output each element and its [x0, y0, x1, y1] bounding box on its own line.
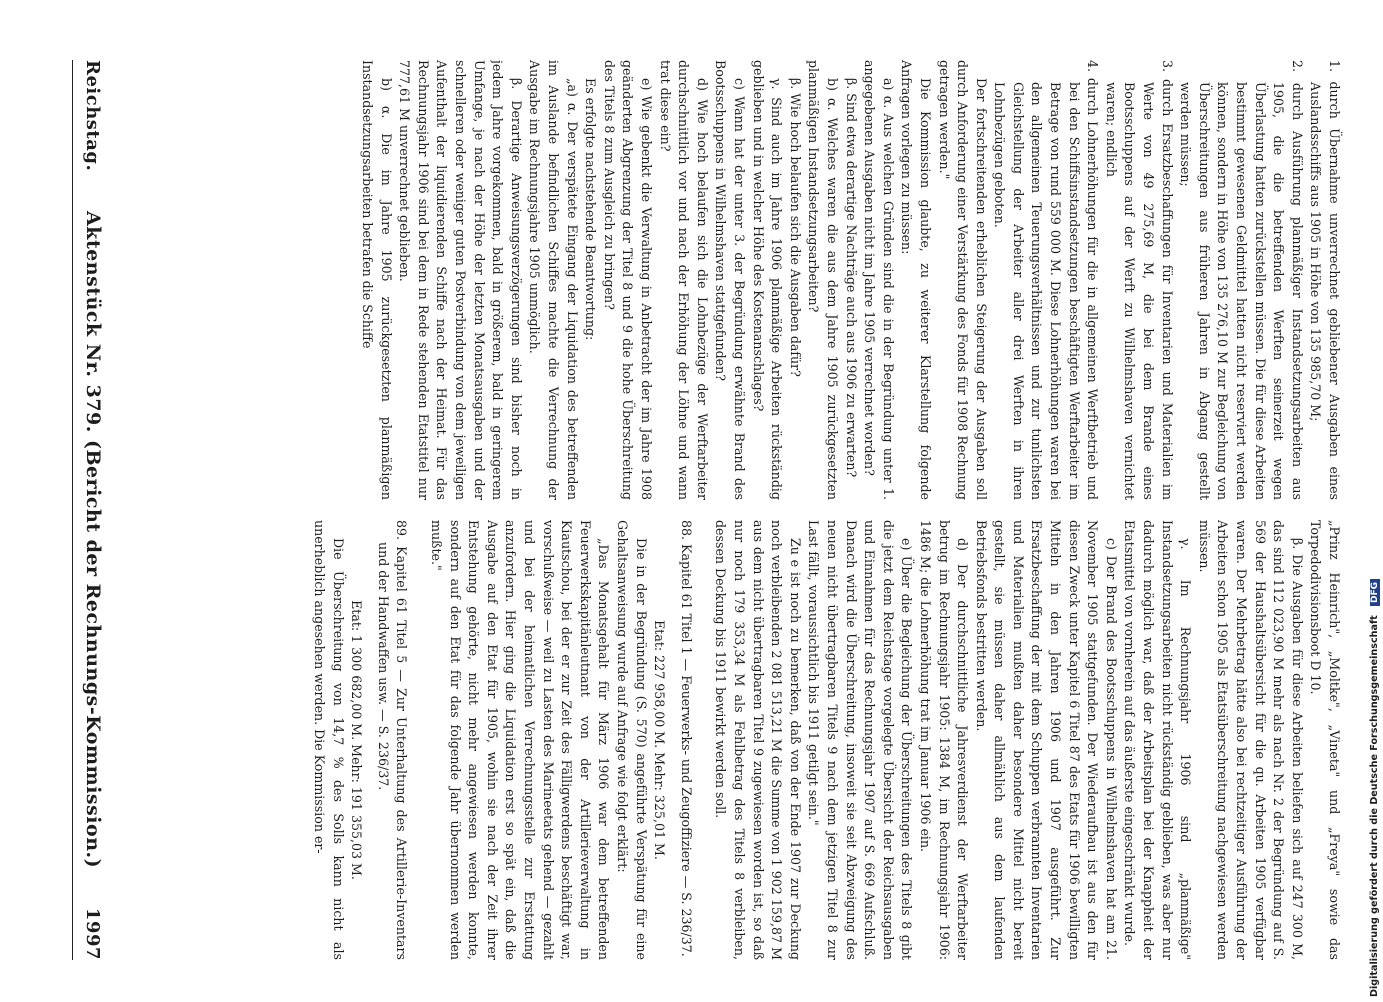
- section-heading: 88. Kapitel 61 Titel 1 — Feuerwerks- und Zeugoffiziere — S. 236/37.: [678, 520, 694, 957]
- paragraph: Zu e ist noch zu bemerken, daß von der Ende 1907 zur Deckung noch verbleibenden 2 081 513,21 M die Summe von 1 902 159,87 M aus dem nicht übertragbaren Titel 9 zugewiesen worden ist, so daß nur noch 179 353,34 M als Fehlbetrag des Titels 8 verbleiben, dessen Deckung bis 1911 bewirkt werden soll.: [713, 520, 803, 960]
- paragraph: d) Der durchschnittliche Jahresverdienst der Werftarbeiter betrug im Rechnungsjahr 1905: 1384 M, im Rechnungsjahr 1906: 1486 M; die Lohnerhöhung trat im Januar 1906 ein.: [917, 520, 971, 960]
- paragraph: Die Kommission glaubte, zu weiterer Klarstellung folgende Anfragen vorlegen zu müssen:: [899, 60, 933, 500]
- budget-line: Etat: 1 300 682,00 M. Mehr: 191 355,03 M.: [349, 600, 365, 880]
- paragraph: b) α. Die im Jahre 1905 zurückgesetzten planmäßigen Instandsetzungsarbeiten betrafen die Schiffe: [360, 60, 394, 500]
- page-number: 1997: [82, 907, 104, 960]
- paragraph: „a) α. Der verspätete Eingang der Liquidation des betreffenden im Auslande befindlichen Schiffes machte die Verrechnung der Ausgabe im Rechnungsjahre 1905 unmöglich.: [527, 60, 580, 500]
- paragraph: „Das Monatsgehalt für März 1906 war dem betreffenden Feuerwerkskapitänleutnant von der Artillerieverwaltung in Kiautschou, bei der er zur Zeit des Fälligwerdens beschäftigt war, vorschußweise — weil zu Lasten des Marineetats gehend — gezahlt und bei der heimatlichen Verrechnungsstelle zur Erstattung anzufordern. Hier ging die Liquidation erst so spät ein, daß die Ausgabe auf den Etat für 1905, wohin sie nach der Zeit ihrer Entstehung gehörte, nicht mehr angewiesen werden konnte, sondern auf den Etat für das folgende Jahr übernommen werden mußte.": [429, 520, 612, 960]
- paragraph: Der fortschreitenden erheblichen Steigerung der Ausgaben soll durch Anforderung einer Verstärkung des Fonds für 1908 Rechnung getragen werden.": [936, 60, 989, 500]
- header-left: Reichstag.: [82, 60, 104, 172]
- paragraph: 1. durch Übernahme unverrechnet gebliebener Ausgaben eines Auslandsschiffs aus 1905 in Höhe von 135 985,70 M;: [1308, 60, 1342, 500]
- paragraph: „Prinz Heinrich", „Moltke", „Vineta" und „Freya" sowie das Torpedodivisionsboot D 10.: [1308, 520, 1342, 960]
- left-column: [128, 60, 1343, 500]
- paragraph: 2. durch Ausführung planmäßiger Instandsetzungsarbeiten aus 1905, die die betreffenden Werften seinerzeit wegen Überlastung hatten zurückstellen müssen. Die für diese Arbeiten bestimmt gewesenen Geldmittel hatten nicht reserviert werden können, sondern in Höhe von 135 276,10 M zur Begleichung von Überschreitungen aus früheren Jahren in Abgang gestellt werden müssen;: [1178, 60, 1305, 500]
- paragraph: β. Derartige Anweisungsverzögerungen sind bisher noch in jedem Jahre vorgekommen, bald in größerem, bald in geringerem Umfange, je nach der Höhe der letzten Monatsausgaben und der schnelleren oder weniger guten Postverbindung von dem jeweiligen Aufenthalt der liquidierenden Schiffe nach der Heimat. Für das Rechnungsjahr 1906 sind bei dem in Rede stehenden Etatstitel nur 777,61 M unverrechnet geblieben.: [397, 60, 524, 500]
- paragraph: β. Sind etwa derartige Nachträge auch aus 1906 zu erwarten?: [843, 78, 859, 478]
- dfg-badge: DFG: [1370, 579, 1380, 606]
- paragraph: γ. Im Rechnungsjahr 1906 sind „planmäßige" Instandsetzungsarbeiten nicht rückständig geblieben, was aber nur dadurch möglich war, daß der Arbeitsplan bei der Knappheit der Etatsmittel von vornherein auf das äußerste eingeschränkt wurde.: [1122, 520, 1194, 960]
- paragraph: e) Über die Begleichung der Überschreitungen des Titels 8 gibt die jetzt dem Reichstage vorgelegte Übersicht der Reichsausgaben und Einnahmen für das Rechnungsjahr 1907 auf S. 669 Aufschluß. Danach wird die Überschreitung, insoweit sie seit Abzweigung des neuen nicht übertragbaren Titels 9 nach dem jetzigen Titel 8 zur Last fällt, voraussichtlich bis 1911 getilgt sein.": [806, 520, 915, 960]
- paragraph: 3. durch Ersatzbeschaffungen für Inventarien und Materialien im Werte von 49 275,69 M, die bei dem Brande eines Bootsschuppens auf der Werft zu Wilhelmshaven vernichtet waren; endlich: [1103, 60, 1175, 500]
- right-column: [128, 520, 1343, 960]
- paragraph: β. Wie hoch belaufen sich die Ausgaben dafür?: [787, 78, 803, 377]
- paragraph: β. Die Ausgaben für diese Arbeiten beliefen sich auf 247 300 M, das sind 112 023,90 M mehr als nach Nr. 2 der Begründung auf S. 569 der Haushaltsübersicht für die qu. Arbeiten 1905 verfügbar waren. Der Mehrbetrag hätte also bei rechtzeitiger Ausführung der Arbeiten schon 1905 als Etatsüberschreitung nachgewiesen werden müssen.: [1196, 520, 1305, 960]
- credit-text: Digitalisierung gefördert durch die Deutsche Forschungsgemeinschaft: [1369, 615, 1380, 997]
- paragraph: e) Wie gebenkt die Verwaltung in Anbetracht der im Jahre 1908 geänderten Abgrenzung der Titel 8 und 9 die hohe Überschreitung des Titels 8 zum Ausgleich zu bringen?: [601, 60, 655, 500]
- paragraph: 4. durch Lohnerhöhungen für die in allgemeinen Werftbetrieb und bei den Schiffsinstandsetzungen beschäftigten Werftarbeiter im Betrage von rund 559 000 M. Diese Lohnerhöhungen waren bei den allgemeinen Teuerungsverhältnissen und zur tunlichsten Gleichstellung der Arbeiter aller drei Werften in ihren Lohnbezügen geboten.: [992, 60, 1101, 500]
- paragraph: c) Der Brand des Bootsschuppens in Wilhelmshaven hat am 21. November 1905 stattgefunden. Der Wiederaufbau ist aus den für diesen Zweck unter Kapitel 6 Titel 87 des Etats für 1906 bewilligten Mitteln in den Jahren 1906 und 1907 ausgeführt. Zur Ersatzbeschaffung der mit dem Schuppen verbrannten Inventarien und Materialien mußten daher besondere Mittel nicht bereit gestellt, sie müssen daher allmählich aus dem laufenden Betriebsfonds bestritten werden.: [973, 520, 1119, 960]
- paragraph: γ. Sind auch im Jahre 1906 planmäßige Arbeiten rückständig geblieben und in welcher Höhe des Kostenanschlages?: [750, 60, 785, 500]
- budget-line: Etat: 227 958,00 M. Mehr: 325,01 M.: [652, 620, 668, 860]
- paragraph: Es erfolgte nachstehende Beantwortung:: [583, 78, 599, 341]
- paragraph: a) α. Aus welchen Gründen sind die in der Begründung unter 1. angegebenen Ausgaben nicht im Jahre 1905 verrechnet worden?: [862, 60, 896, 500]
- page-header: [72, 60, 113, 960]
- paragraph: b) α. Welches waren die aus dem Jahre 1905 zurückgesetzten planmäßigen Instandsetzungsarbeiten?: [806, 60, 840, 500]
- paragraph: d) Wie hoch belaufen sich die Lohnbezüge der Werftarbeiter durchschnittlich vor und nach der Erhöhung der Löhne und wann trat diese ein?: [657, 60, 710, 500]
- header-title: Aktenstück Nr. 379. (Bericht der Rechnungs-Kommission.): [82, 211, 104, 869]
- digitization-credit: [1366, 2, 1383, 1002]
- paragraph: Die in der Begründung (S. 570) angeführte Verspätung für eine Gehaltsanweisung wurde auf Anfrage wie folgt erklärt:: [615, 520, 649, 960]
- paragraph: Die Überschreitung von 14,7 % des Solls kann nicht als unerheblich angesehen werden. Die Kommission er-: [312, 520, 346, 960]
- paragraph: c) Wann hat der unter 3. der Begründung erwähnte Brand des Bootsschuppens in Wilhelmshaven stattgefunden?: [713, 60, 747, 500]
- section-heading: 89. Kapitel 61 Titel 5 — Zur Unterhaltung des Artillerie-Inventars und der Handwaffen usw. — S. 236/37.: [375, 520, 410, 960]
